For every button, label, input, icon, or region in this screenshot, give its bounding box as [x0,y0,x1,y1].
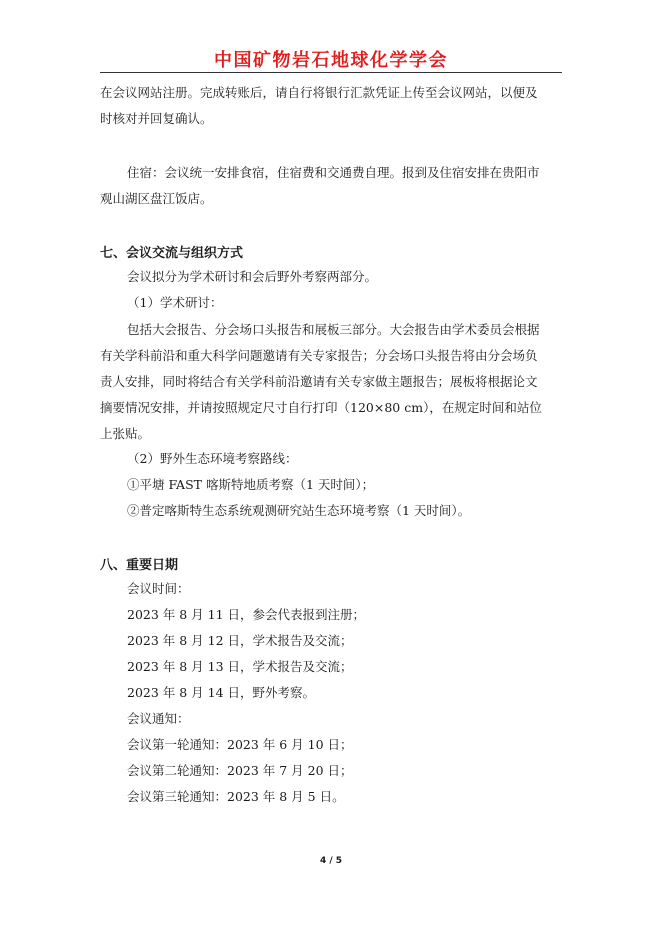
field-route-item: ②普定喀斯特生态系统观测研究站生态环境考察（1 天时间）。 [127,503,471,518]
notice-item: 会议第二轮通知：2023 年 7 月 20 日； [127,763,353,778]
payment-paragraph-line: 在会议网站注册。完成转账后，请自行将银行汇款凭证上传至会议网站，以便及 [100,85,538,100]
notice-item: 会议第三轮通知：2023 年 8 月 5 日。 [127,789,345,804]
section-7-heading: 七、会议交流与组织方式 [100,246,244,261]
section-8-heading: 八、重要日期 [100,558,179,573]
payment-paragraph-line: 时核对并回复确认。 [100,111,213,126]
date-item: 2023 年 8 月 12 日，学术报告及交流； [127,633,353,648]
date-item: 2023 年 8 月 11 日，参会代表报到注册； [127,607,366,622]
notice-item: 会议第一轮通知：2023 年 6 月 10 日； [127,737,353,752]
lodging-paragraph-line: 观山湖区盘江饭店。 [100,191,213,206]
meeting-time-label: 会议时间： [127,581,190,596]
notice-label: 会议通知： [127,711,190,726]
section-7-body-line: 摘要情况安排，并请按照规定尺寸自行打印（120×80 cm），在规定时间和站位 [100,400,542,415]
page-number: 4 / 5 [319,856,343,866]
lodging-paragraph-line: 住宿：会议统一安排食宿，住宿费和交通费自理。报到及住宿安排在贵阳市 [127,165,540,180]
date-item: 2023 年 8 月 14 日，野外考察。 [127,685,316,700]
page-header-title: 中国矿物岩石地球化学学会 [214,50,448,71]
section-7-sub-heading-2: （2）野外生态环境考察路线： [127,451,298,466]
section-7-body-line: 上张贴。 [100,426,151,441]
field-route-item: ①平塘 FAST 喀斯特地质考察（1 天时间）； [127,477,375,492]
header-divider [100,72,562,73]
section-7-body-line: 有关学科前沿和重大科学问题邀请有关专家报告；分会场口头报告将由分会场负 [100,348,538,363]
date-item: 2023 年 8 月 13 日，学术报告及交流； [127,659,353,674]
section-7-intro: 会议拟分为学术研讨和会后野外考察两部分。 [127,269,378,284]
section-7-body-line: 责人安排，同时将结合有关学科前沿邀请有关专家做主题报告；展板将根据论文 [100,374,538,389]
section-7-sub-heading-1: （1）学术研讨： [127,295,223,310]
section-7-body-line: 包括大会报告、分会场口头报告和展板三部分。大会报告由学术委员会根据 [127,322,540,337]
